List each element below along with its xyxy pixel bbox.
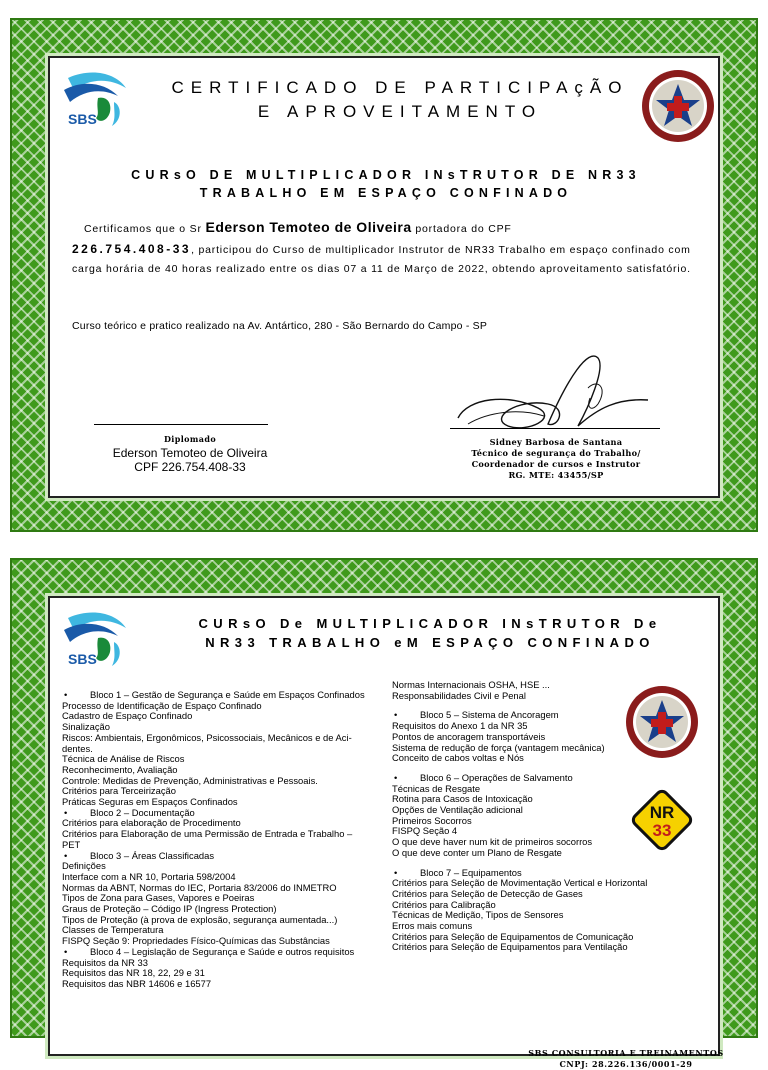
diploma-cpf: CPF 226.754.408-33: [134, 460, 246, 474]
sbs-logo-icon: [60, 608, 132, 672]
program-item: Primeiros Socorros: [392, 814, 472, 826]
program-item: Rotina para Casos de Intoxicação: [392, 793, 533, 805]
program-block-heading: • Bloco 5 – Sistema de Ancoragem: [392, 710, 728, 721]
program-block-heading: • Bloco 6 – Operações de Salvamento: [392, 773, 728, 784]
program-title-line1: CURsO De MULTIPLICADOR INsTRUTOR De: [198, 616, 662, 631]
instructor-name: Sidney Barbosa de Santana: [489, 437, 623, 447]
program-footer: [526, 1048, 726, 1070]
sbs-logo-text: SBS: [68, 651, 97, 667]
program-item: Requisitos da NR 33: [62, 956, 148, 968]
program-item: Opções de Ventilação adicional: [392, 804, 523, 816]
program-item: Processo de Identificação de Espaço Confinado: [62, 699, 262, 711]
program-item: Critérios para Calibração: [392, 898, 496, 910]
program-item: PET: [62, 838, 81, 850]
program-item: Técnica de Análise de Riscos: [62, 753, 185, 765]
program-item: Práticas Seguras em Espaços Confinados: [62, 796, 238, 808]
program-item: Controle: Medidas de Prevenção, Administrativas e Pessoais.: [62, 774, 318, 786]
participant-cpf: 226.754.408-33: [72, 241, 192, 256]
program-block-heading: • Bloco 4 – Legislação de Segurança e Saúde e outros requisitos: [62, 947, 392, 958]
footer-company: SBS CONSULTORIA E TREINAMENTOS: [528, 1048, 724, 1058]
program-item: Riscos: Ambientais, Ergonômicos, Psicossociais, Mecânicos e de Aci-: [62, 731, 352, 743]
program-item: O que deve haver num kit de primeiros socorros: [392, 836, 593, 848]
text-intro: Certificamos que o Sr: [84, 223, 206, 235]
course-title-line1: CURsO DE MULTIPLICADOR INsTRUTOR DE NR33: [131, 168, 641, 182]
program-item: Critérios para Seleção de Equipamentos de Comunicação: [392, 930, 634, 942]
certificate-inner: [48, 56, 720, 498]
program-title-line2: NR33 TRABALHO eM ESPAÇO CONFINADO: [205, 635, 655, 650]
program-item: FISPQ Seção 9: Propriedades Físico-Químicas das Substâncias: [62, 935, 330, 947]
program-inner: [48, 596, 724, 1069]
program-block-heading: • Bloco 7 – Equipamentos: [392, 868, 728, 879]
program-item: Técnicas de Medição, Tipos de Sensores: [392, 909, 564, 921]
program-item: Conceito de cabos voltas e Nós: [392, 752, 524, 764]
program-item: Tipos de Proteção (à prova de explosão, segurança aumentada...): [62, 913, 338, 925]
program-item: Interface com a NR 10, Portaria 598/2004: [62, 870, 236, 882]
program-block-heading: • Bloco 3 – Áreas Classificadas: [62, 851, 392, 862]
certificate-title-line1: CERTIFICADO DE PARTICIPAçÃO: [171, 78, 629, 97]
program-item: FISPQ Seção 4: [392, 825, 458, 837]
program-item: Critérios para Elaboração de uma Permissão de Entrada e Trabalho –: [62, 828, 353, 840]
instructor-signature-line: [450, 428, 660, 429]
course-title: [70, 166, 702, 202]
certificate-frame: [10, 18, 758, 532]
program-item: Sistema de redução de força (vantagem mecânica): [392, 741, 605, 753]
text-after-name: portadora do CPF: [411, 223, 512, 235]
certificate-body: [72, 218, 704, 280]
consultoria-seal-icon: [624, 684, 700, 760]
program-item: Pontos de ancoragem transportáveis: [392, 730, 546, 742]
program-item: Requisitos das NR 18, 22, 29 e 31: [62, 967, 205, 979]
participant-name: Ederson Temoteo de Oliveira: [205, 219, 412, 235]
location-text: Curso teórico e pratico realizado na Av. Antártico, 280 - São Bernardo do Campo - SP: [72, 320, 488, 332]
nr33-badge-icon: [626, 784, 698, 856]
program-title: [160, 614, 700, 652]
nr-badge-bottom: 33: [652, 821, 672, 840]
program-frame: [10, 558, 758, 1069]
instructor-role1: Técnico de segurança do Trabalho/: [471, 448, 641, 458]
program-block-heading: • Bloco 2 – Documentação: [62, 808, 392, 819]
program-item: Responsabilidades Civil e Penal: [392, 689, 526, 701]
instructor-reg: RG. MTE: 43455/SP: [508, 470, 604, 480]
consultoria-seal-icon: [640, 68, 716, 144]
diploma-name: Ederson Temoteo de Oliveira: [112, 446, 268, 460]
instructor-block: [450, 437, 662, 481]
program-item: Cadastro de Espaço Confinado: [62, 710, 193, 722]
program-item: Critérios para Seleção de Detecção de Gases: [392, 887, 583, 899]
program-block-heading: • Bloco 1 – Gestão de Segurança e Saúde em Espaços Confinados: [62, 690, 392, 701]
text-after-cpf: , participou do Curso de multiplicador Instrutor de NR33 Trabalho em espaço confinado com carga horária de 40 horas realizado entre os dias 07 a 11 de Março de 2022, obtendo aproveitamento satisfatório.: [72, 243, 691, 275]
sbs-logo-icon: [60, 68, 132, 132]
program-item: Requisitos do Anexo 1 da NR 35: [392, 720, 528, 732]
program-item: Graus de Proteção – Código IP (Ingress Protection): [62, 903, 277, 915]
diploma-label: Diplomado: [163, 434, 217, 444]
program-item: O que deve conter um Plano de Resgate: [392, 846, 562, 858]
program-item: dentes.: [62, 742, 93, 754]
sbs-logo-text: SBS: [68, 111, 97, 127]
program-item: Tipos de Zona para Gases, Vapores e Poeiras: [62, 892, 255, 904]
program-item: Normas Internacionais OSHA, HSE ...: [392, 679, 550, 690]
program-item: Erros mais comuns: [392, 920, 473, 932]
nr-badge-top: NR: [649, 803, 675, 822]
program-item: Classes de Temperatura: [62, 924, 164, 936]
footer-cnpj: CNPJ: 28.226.136/0001-29: [559, 1059, 693, 1069]
program-item: Critérios para elaboração de Procedimento: [62, 817, 241, 829]
program-item: Requisitos das NBR 14606 e 16577: [62, 977, 212, 989]
diploma-signature-line: [94, 424, 268, 425]
diploma-block: [90, 434, 290, 474]
program-item: Critérios para Seleção de Equipamentos para Ventilação: [392, 941, 628, 953]
certificate-title-line2: E APROVEITAMENTO: [257, 102, 543, 121]
program-item: Técnicas de Resgate: [392, 782, 481, 794]
program-item: Critérios para Seleção de Movimentação Vertical e Horizontal: [392, 877, 648, 889]
program-item: Normas da ABNT, Normas do IEC, Portaria 83/2006 do INMETRO: [62, 881, 337, 893]
instructor-signature-icon: [448, 338, 668, 438]
program-item: Reconhecimento, Avaliação: [62, 763, 178, 775]
course-title-line2: TRABALHO EM ESPAÇO CONFINADO: [199, 186, 573, 200]
program-item: Sinalização: [62, 721, 110, 733]
program-left-column: [62, 690, 392, 990]
instructor-role2: Coordenador de cursos e Instrutor: [471, 459, 641, 469]
program-item: Definições: [62, 860, 106, 872]
program-item: Critérios para Terceirização: [62, 785, 176, 797]
certificate-title: [160, 76, 640, 124]
